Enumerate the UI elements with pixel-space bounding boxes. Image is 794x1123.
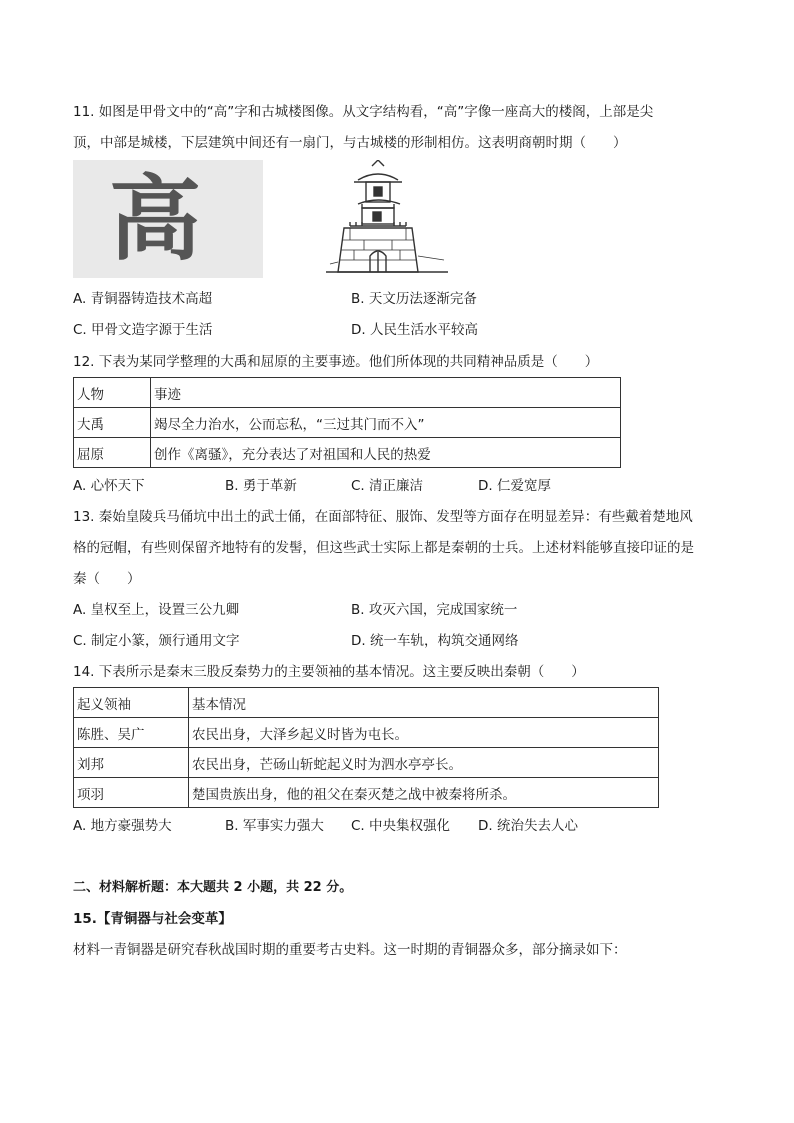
table-row	[74, 408, 621, 438]
q11-stem-line1: 11. 如图是甲骨文中的“高”字和古城楼图像。从文字结构看，“高”字像一座高大的楼阁，上部是尖	[73, 104, 654, 120]
table-cell: 农民出身，芒砀山斩蛇起义时为泗水亭亭长。	[189, 748, 659, 778]
q11-option-d[interactable]: D. 人民生活水平较高	[351, 322, 478, 338]
table-cell: 创作《离骚》，充分表达了对祖国和人民的热爱	[151, 438, 621, 468]
table-cell: 陈胜、吴广	[74, 718, 189, 748]
q11-option-b[interactable]: B. 天文历法逐渐完备	[351, 291, 477, 307]
table-cell: 大禹	[74, 408, 151, 438]
q12-stem: 12. 下表为某同学整理的大禹和屈原的主要事迹。他们所体现的共同精神品质是（ ）	[73, 354, 599, 370]
q14-table	[73, 687, 659, 808]
q15-material: 材料一青铜器是研究春秋战国时期的重要考古史料。这一时期的青铜器众多，部分摘录如下：	[73, 942, 627, 958]
table-row	[74, 778, 659, 808]
q11-option-a[interactable]: A. 青铜器铸造技术高超	[73, 291, 213, 307]
table-row	[74, 748, 659, 778]
q14-option-a[interactable]: A. 地方豪强势大	[73, 818, 172, 834]
city-tower-image	[320, 160, 450, 280]
table-row	[74, 438, 621, 468]
oracle-bone-glyph: 高	[109, 165, 202, 273]
q13-option-a[interactable]: A. 皇权至上，设置三公九卿	[73, 602, 240, 618]
table-row	[74, 718, 659, 748]
q14-stem: 14. 下表所示是秦末三股反秦势力的主要领袖的基本情况。这主要反映出秦朝（ ）	[73, 664, 585, 680]
table-cell: 农民出身，大泽乡起义时皆为屯长。	[189, 718, 659, 748]
table-header-cell: 人物	[74, 378, 151, 408]
table-cell: 屈原	[74, 438, 151, 468]
q13-option-b[interactable]: B. 攻灭六国，完成国家统一	[351, 602, 518, 618]
q13-stem-line2: 格的冠帽，有些则保留齐地特有的发髻，但这些武士实际上都是秦朝的士兵。上述材料能够直接印证的是	[73, 540, 694, 556]
q14-option-b[interactable]: B. 军事实力强大	[225, 818, 324, 834]
table-header-cell: 基本情况	[189, 688, 659, 718]
q12-option-a[interactable]: A. 心怀天下	[73, 478, 145, 494]
q13-stem-line3: 秦（ ）	[73, 571, 141, 587]
table-cell: 刘邦	[74, 748, 189, 778]
q12-option-d[interactable]: D. 仁爱宽厚	[478, 478, 551, 494]
q14-option-c[interactable]: C. 中央集权强化	[351, 818, 451, 834]
q12-option-c[interactable]: C. 清正廉洁	[351, 478, 424, 494]
table-header-row	[74, 688, 659, 718]
q15-title: 15.【青铜器与社会变革】	[73, 911, 232, 927]
table-cell: 楚国贵族出身，他的祖父在秦灭楚之战中被秦将所杀。	[189, 778, 659, 808]
section-2-heading: 二、材料解析题：本大题共 2 小题，共 22 分。	[73, 880, 353, 895]
oracle-bone-glyph-image	[73, 160, 263, 278]
q13-option-c[interactable]: C. 制定小篆，颁行通用文字	[73, 633, 240, 649]
q12-table	[73, 377, 621, 468]
q11-stem-line2: 顶，中部是城楼，下层建筑中间还有一扇门，与古城楼的形制相仿。这表明商朝时期（ ）	[73, 135, 627, 151]
q11-option-c[interactable]: C. 甲骨文造字源于生活	[73, 322, 213, 338]
table-cell: 项羽	[74, 778, 189, 808]
table-header-cell: 起义领袖	[74, 688, 189, 718]
q13-stem-line1: 13. 秦始皇陵兵马俑坑中出土的武士俑，在面部特征、服饰、发型等方面存在明显差异：有些戴着楚地风	[73, 509, 693, 525]
q13-option-d[interactable]: D. 统一车轨，构筑交通网络	[351, 633, 519, 649]
q14-option-d[interactable]: D. 统治失去人心	[478, 818, 578, 834]
table-header-cell: 事迹	[151, 378, 621, 408]
q12-option-b[interactable]: B. 勇于革新	[225, 478, 297, 494]
table-header-row	[74, 378, 621, 408]
table-cell: 竭尽全力治水，公而忘私，“三过其门而不入”	[151, 408, 621, 438]
